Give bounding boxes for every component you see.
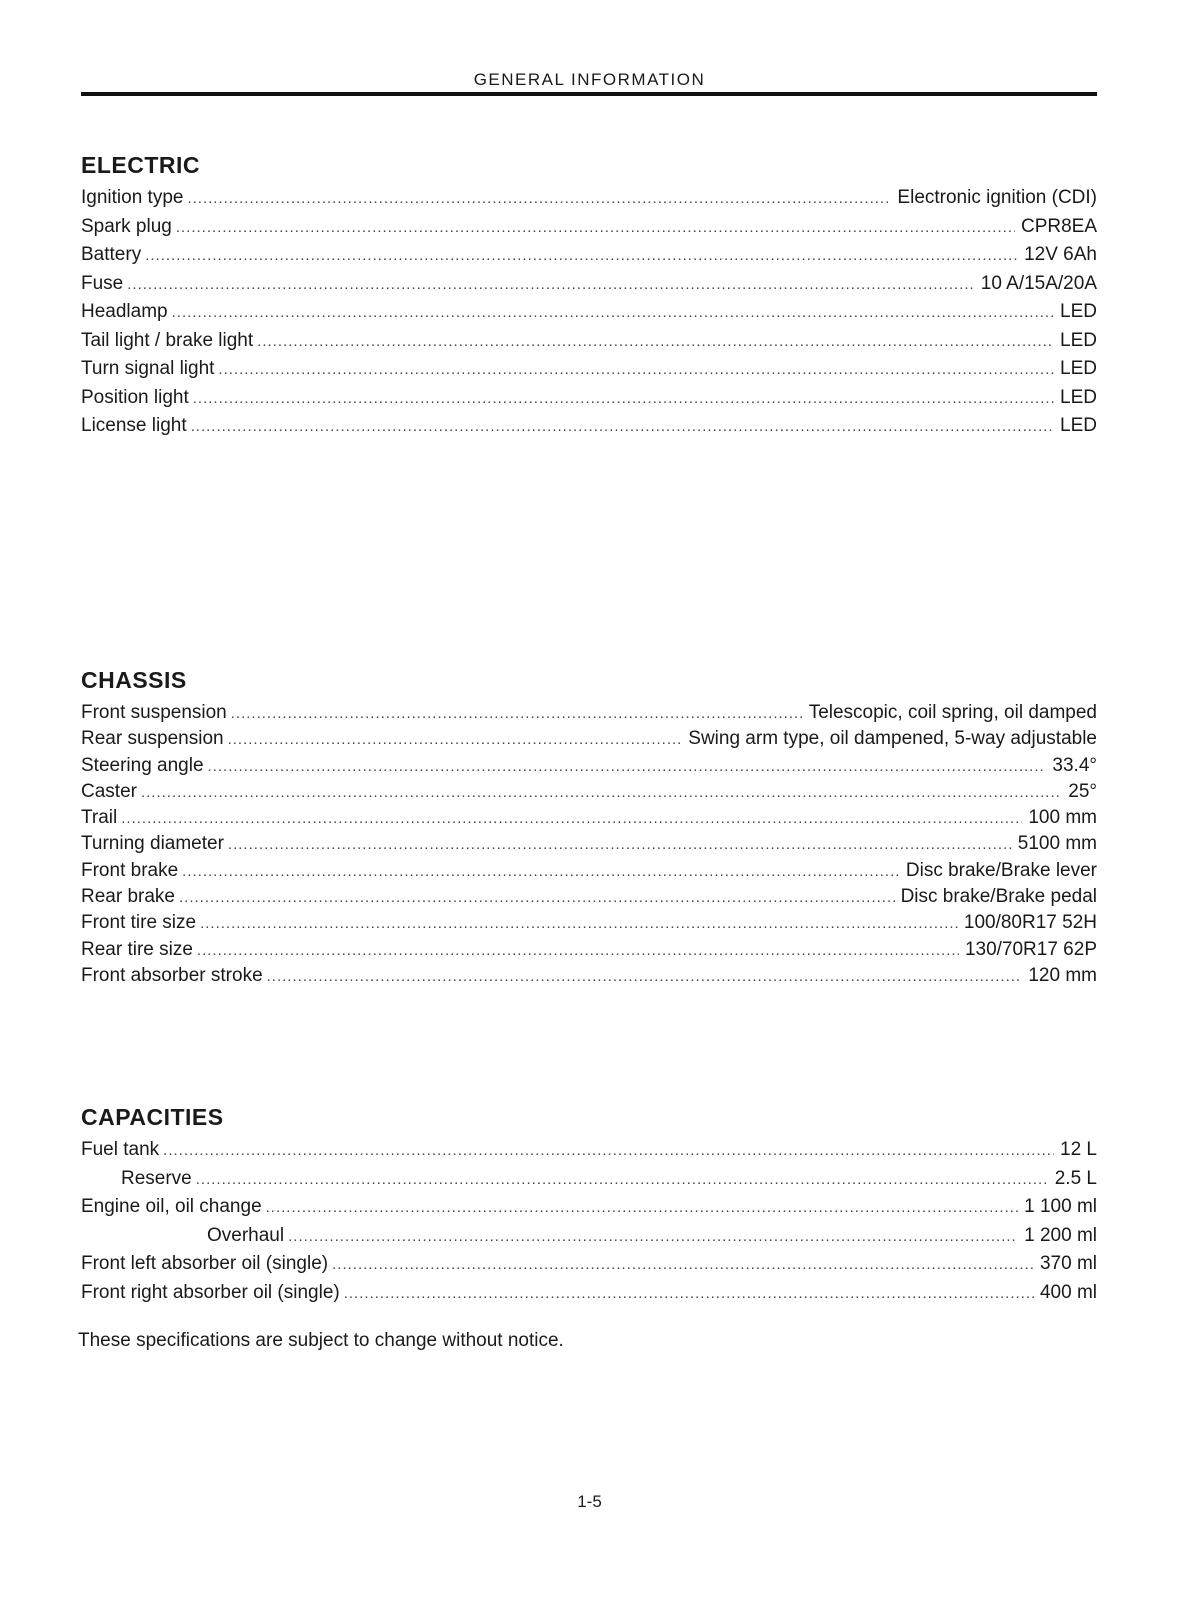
spec-label: Turn signal light [81, 358, 215, 379]
spec-row [81, 781, 1097, 807]
dot-leader [231, 705, 803, 722]
dot-leader [187, 190, 891, 207]
dot-leader [172, 304, 1054, 321]
spec-row [81, 1196, 1097, 1225]
spec-value: 120 mm [1028, 964, 1097, 986]
spec-row [81, 387, 1097, 416]
spec-label: Rear tire size [81, 938, 193, 960]
spec-row [81, 702, 1097, 728]
spec-row [81, 833, 1097, 859]
spec-value: LED [1060, 301, 1097, 322]
spec-label: Front tire size [81, 912, 197, 934]
dot-leader [332, 1256, 1034, 1273]
spec-value: Telescopic, coil spring, oil damped [808, 702, 1097, 723]
spec-row [81, 1225, 1097, 1254]
spec-row [81, 886, 1097, 912]
spec-value: 33.4° [1052, 754, 1097, 776]
spec-label: Trail [81, 807, 118, 829]
spec-row [81, 187, 1097, 216]
dot-leader [196, 1171, 1049, 1188]
spec-label: Overhaul [207, 1224, 285, 1246]
spec-label: Front right absorber oil (single) [81, 1281, 340, 1303]
spec-value: 100 mm [1028, 807, 1097, 829]
dot-leader [179, 889, 895, 906]
spec-value: 12 L [1060, 1139, 1097, 1160]
spec-row [81, 755, 1097, 781]
page-header-title: GENERAL INFORMATION [473, 70, 706, 89]
spec-row [81, 216, 1097, 245]
spec-label: Battery [81, 244, 142, 265]
disclaimer-note: These specifications are subject to change without notice. [78, 1330, 564, 1351]
spec-label: Front suspension [81, 702, 227, 723]
dot-leader [176, 219, 1015, 236]
spec-value: Swing arm type, oil dampened, 5-way adjustable [688, 728, 1097, 750]
page-number: 1-5 [577, 1492, 602, 1511]
spec-value: 12V 6Ah [1024, 244, 1097, 265]
spec-row [81, 1282, 1097, 1311]
spec-row [81, 301, 1097, 330]
dot-leader [163, 1142, 1054, 1159]
spec-label: Headlamp [81, 301, 168, 322]
dot-leader [200, 915, 958, 932]
dot-leader [344, 1285, 1034, 1302]
spec-row [81, 330, 1097, 359]
dot-leader [228, 731, 683, 748]
dot-leader [127, 276, 975, 293]
spec-value: LED [1060, 386, 1097, 408]
spec-label: Tail light / brake light [81, 329, 254, 351]
spec-row [81, 939, 1097, 965]
spec-label: Fuse [81, 272, 124, 294]
spec-label: Caster [81, 780, 137, 802]
spec-row [81, 415, 1097, 444]
spec-value: 1 100 ml [1024, 1196, 1097, 1217]
spec-value: Electronic ignition (CDI) [897, 187, 1097, 208]
dot-leader [182, 863, 900, 880]
spec-value: Disc brake/Brake lever [905, 859, 1097, 881]
spec-value: Disc brake/Brake pedal [900, 886, 1097, 908]
spec-value: 2.5 L [1054, 1167, 1097, 1189]
dot-leader [121, 810, 1022, 827]
section-capacities [81, 1104, 1097, 1310]
dot-leader [141, 784, 1062, 801]
dot-leader [145, 247, 1018, 264]
spec-value: LED [1060, 358, 1097, 379]
spec-label: Turning diameter [81, 833, 224, 855]
dot-leader [193, 390, 1054, 407]
dot-leader [267, 968, 1023, 985]
spec-label: Engine oil, oil change [81, 1196, 262, 1217]
spec-row [81, 358, 1097, 387]
spec-row [81, 912, 1097, 938]
spec-value: 10 A/15A/20A [980, 272, 1097, 294]
spec-value: 370 ml [1039, 1253, 1097, 1274]
spec-row [81, 1253, 1097, 1282]
spec-label: Position light [81, 386, 189, 408]
spec-value: LED [1060, 329, 1097, 351]
spec-row [81, 1168, 1097, 1197]
dot-leader [197, 942, 959, 959]
spec-row [81, 807, 1097, 833]
spec-row [81, 1139, 1097, 1168]
spec-label: Fuel tank [81, 1139, 160, 1160]
spec-label: Front left absorber oil (single) [81, 1253, 329, 1274]
dot-leader [191, 418, 1054, 435]
spec-value: 400 ml [1039, 1281, 1097, 1303]
spec-label: Spark plug [81, 215, 172, 237]
section-electric [81, 152, 1097, 444]
section-title-chassis: CHASSIS [81, 667, 187, 693]
spec-label: Steering angle [81, 754, 204, 776]
spec-label: Ignition type [81, 187, 184, 208]
spec-label: Reserve [121, 1167, 192, 1189]
spec-value: 5100 mm [1017, 833, 1097, 855]
spec-value: 100/80R17 52H [963, 912, 1097, 934]
spec-value: 25° [1068, 780, 1097, 802]
spec-label: Front brake [81, 859, 179, 881]
section-chassis [81, 667, 1097, 991]
spec-row [81, 244, 1097, 273]
dot-leader [208, 758, 1047, 775]
dot-leader [228, 836, 1012, 853]
spec-label: Front absorber stroke [81, 964, 263, 986]
spec-row [81, 728, 1097, 754]
spec-label: Rear brake [81, 886, 175, 908]
spec-label: Rear suspension [81, 728, 224, 750]
section-title-capacities: CAPACITIES [81, 1104, 224, 1130]
dot-leader [266, 1199, 1018, 1216]
header-divider [81, 92, 1097, 96]
spec-row [81, 860, 1097, 886]
dot-leader [218, 361, 1054, 378]
dot-leader [257, 333, 1054, 350]
dot-leader [288, 1228, 1018, 1245]
spec-value: 1 200 ml [1024, 1224, 1097, 1246]
spec-row [81, 273, 1097, 302]
spec-value: 130/70R17 62P [964, 938, 1097, 960]
spec-row [81, 965, 1097, 991]
spec-value: LED [1060, 415, 1097, 436]
section-title-electric: ELECTRIC [81, 152, 200, 178]
spec-label: License light [81, 415, 187, 436]
spec-value: CPR8EA [1020, 215, 1097, 237]
